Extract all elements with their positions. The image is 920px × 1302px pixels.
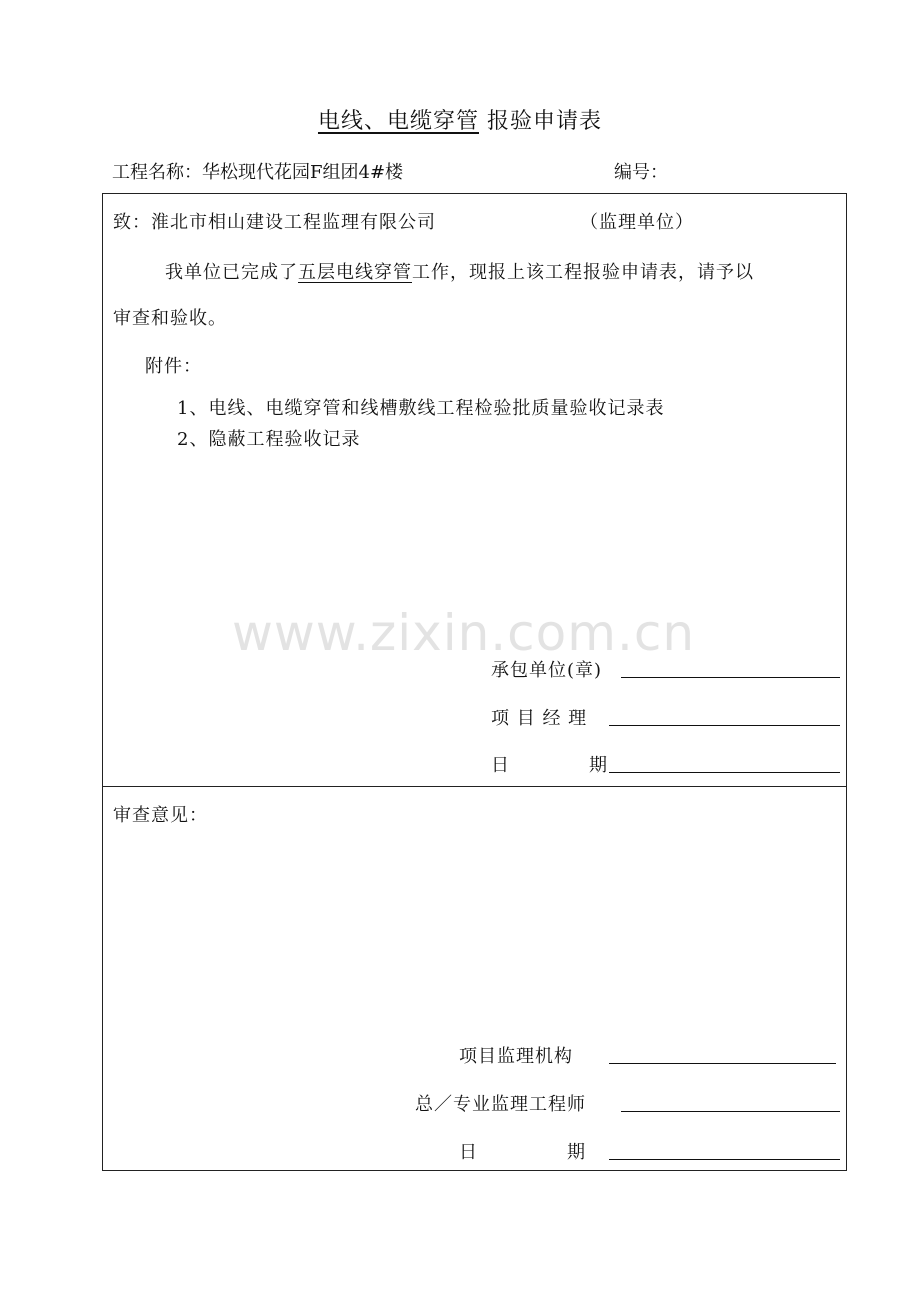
watermark: www.zixin.com.cn	[232, 604, 696, 662]
supervision-org-signature-line[interactable]	[609, 1063, 836, 1064]
to-label: 致：	[113, 212, 151, 233]
form-title	[0, 104, 920, 135]
title-rest: 报验申请表	[487, 109, 603, 134]
number-label: 编号：	[614, 162, 668, 183]
review-opinion-label: 审查意见：	[113, 805, 208, 826]
body-line-2: 审查和验收。	[113, 308, 227, 329]
contractor-date-label-1: 日	[491, 755, 510, 776]
title-subject: 电线、电缆穿管	[317, 109, 479, 134]
contractor-unit-label: 承包单位(章)	[491, 660, 603, 681]
attachments-label: 附件：	[145, 356, 202, 377]
review-date-line[interactable]	[609, 1159, 840, 1160]
attachment-item: 2、隐蔽工程验收记录	[177, 429, 361, 450]
contractor-unit-signature-line[interactable]	[621, 677, 840, 678]
body-prefix: 我单位已完成了	[165, 262, 298, 283]
contractor-date-line[interactable]	[609, 772, 840, 773]
supervision-org-label: 项目监理机构	[459, 1046, 573, 1067]
work-item: 五层电线穿管	[298, 262, 412, 283]
supervisor-company: 淮北市相山建设工程监理有限公司	[151, 212, 436, 233]
chief-engineer-label: 总／专业监理工程师	[415, 1094, 586, 1115]
body-line-1	[165, 258, 754, 284]
supervisor-role: （监理单位）	[580, 212, 694, 233]
section-divider	[103, 786, 846, 787]
chief-engineer-signature-line[interactable]	[621, 1111, 840, 1112]
attachment-item: 1、电线、电缆穿管和线槽敷线工程检验批质量验收记录表	[177, 398, 665, 419]
body-suffix: 工作，现报上该工程报验申请表，请予以	[412, 262, 754, 283]
form-table	[102, 193, 847, 1171]
project-name: 华松现代花园F组团4#楼	[202, 162, 404, 183]
project-line	[112, 158, 403, 184]
project-label: 工程名称：	[112, 162, 202, 183]
addressee	[113, 208, 436, 234]
project-manager-label: 项 目 经 理	[491, 708, 588, 729]
contractor-date-label-2: 期	[589, 755, 608, 776]
review-date-label-1: 日	[459, 1142, 478, 1163]
project-manager-signature-line[interactable]	[609, 725, 840, 726]
review-date-label-2: 期	[567, 1142, 586, 1163]
